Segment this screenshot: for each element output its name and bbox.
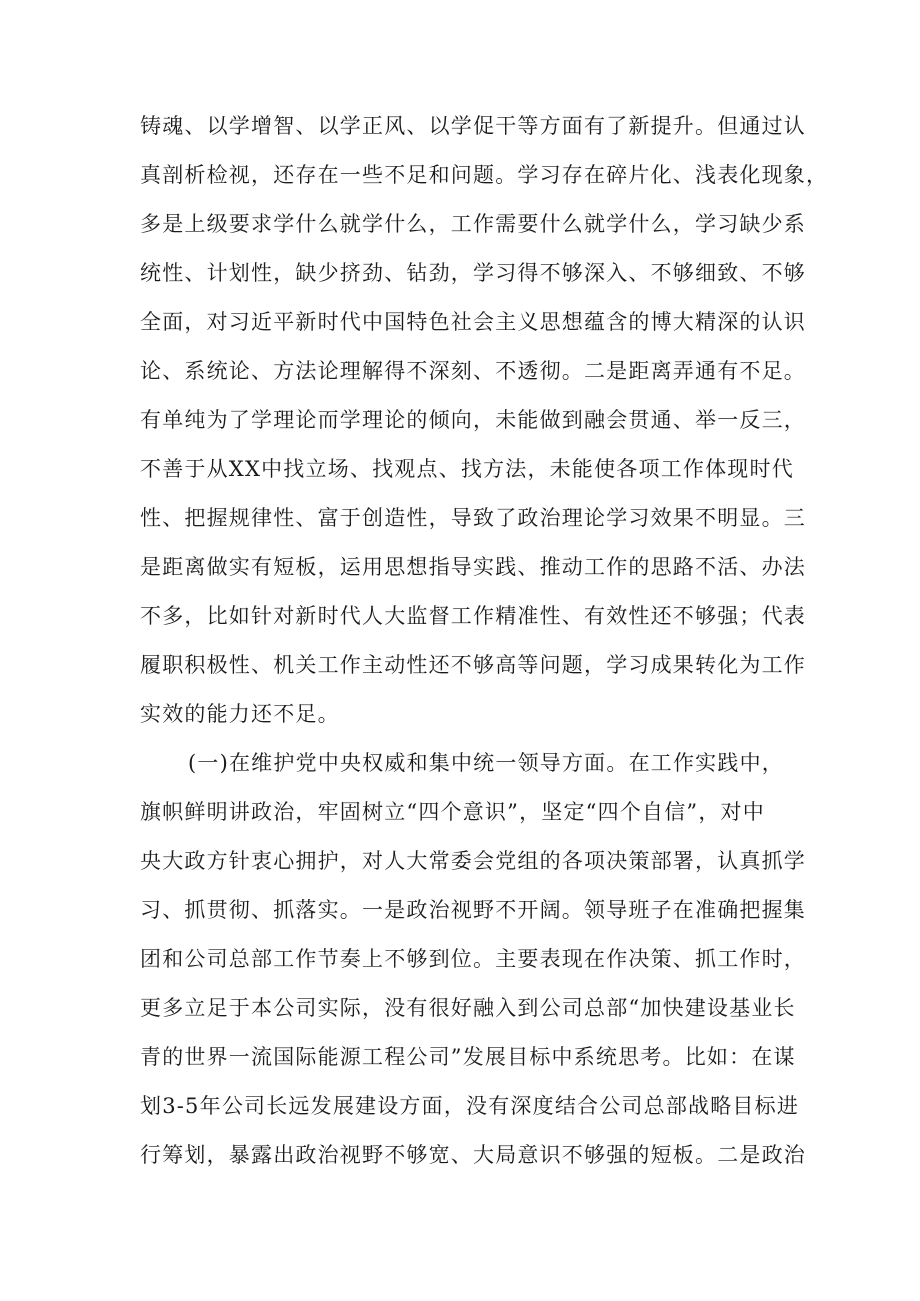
section-heading-line: (一)在维护党中央权威和集中统一领导方面。在工作实践中， — [188, 751, 784, 775]
text-line: 实效的能力还不足。 — [140, 702, 340, 726]
text-line: 团和公司总部工作节奏上不够到位。主要表现在作决策、抓工作时， — [140, 947, 806, 971]
text-line: 是距离做实有短板，运用思想指导实践、推动工作的思路不活、办法 — [140, 555, 806, 579]
text-line: 论、系统论、方法论理解得不深刻、不透彻。二是距离弄通有不足。 — [140, 359, 806, 383]
text-line: 统性、计划性，缺少挤劲、钻劲，学习得不够深入、不够细致、不够 — [140, 261, 806, 285]
text-line: 履职积极性、机关工作主动性还不够高等问题，学习成果转化为工作 — [140, 653, 806, 677]
text-line: 更多立足于本公司实际，没有很好融入到公司总部“加快建设基业长 — [140, 996, 796, 1020]
text-line: 铸魂、以学增智、以学正风、以学促干等方面有了新提升。但通过认 — [140, 114, 806, 138]
text-line: 行筹划，暴露出政治视野不够宽、大局意识不够强的短板。二是政治 — [140, 1143, 806, 1167]
text-line: 不善于从XX中找立场、找观点、找方法，未能使各项工作体现时代 — [140, 457, 794, 481]
text-line: 性、把握规律性、富于创造性，导致了政治理论学习效果不明显。三 — [140, 506, 806, 530]
text-line: 划3-5年公司长远发展建设方面，没有深度结合公司总部战略目标进 — [140, 1094, 800, 1118]
text-line: 不多，比如针对新时代人大监督工作精准性、有效性还不够强；代表 — [140, 604, 806, 628]
text-line: 旗帜鲜明讲政治，牢固树立“四个意识”，坚定“四个自信”，对中 — [140, 800, 765, 824]
text-line: 有单纯为了学理论而学理论的倾向，未能做到融会贯通、举一反三， — [140, 408, 806, 432]
text-line: 青的世界一流国际能源工程公司”发展目标中系统思考。比如：在谋 — [140, 1045, 796, 1069]
text-line: 真剖析检视，还存在一些不足和问题。学习存在碎片化、浅表化现象， — [140, 163, 829, 187]
text-line: 习、抓贯彻、抓落实。一是政治视野不开阔。领导班子在准确把握集 — [140, 898, 806, 922]
text-line: 多是上级要求学什么就学什么，工作需要什么就学什么，学习缺少系 — [140, 212, 806, 236]
text-line: 全面，对习近平新时代中国特色社会主义思想蕴含的博大精深的认识 — [140, 310, 806, 334]
text-line: 央大政方针衷心拥护，对人大常委会党组的各项决策部署，认真抓学 — [140, 849, 806, 873]
